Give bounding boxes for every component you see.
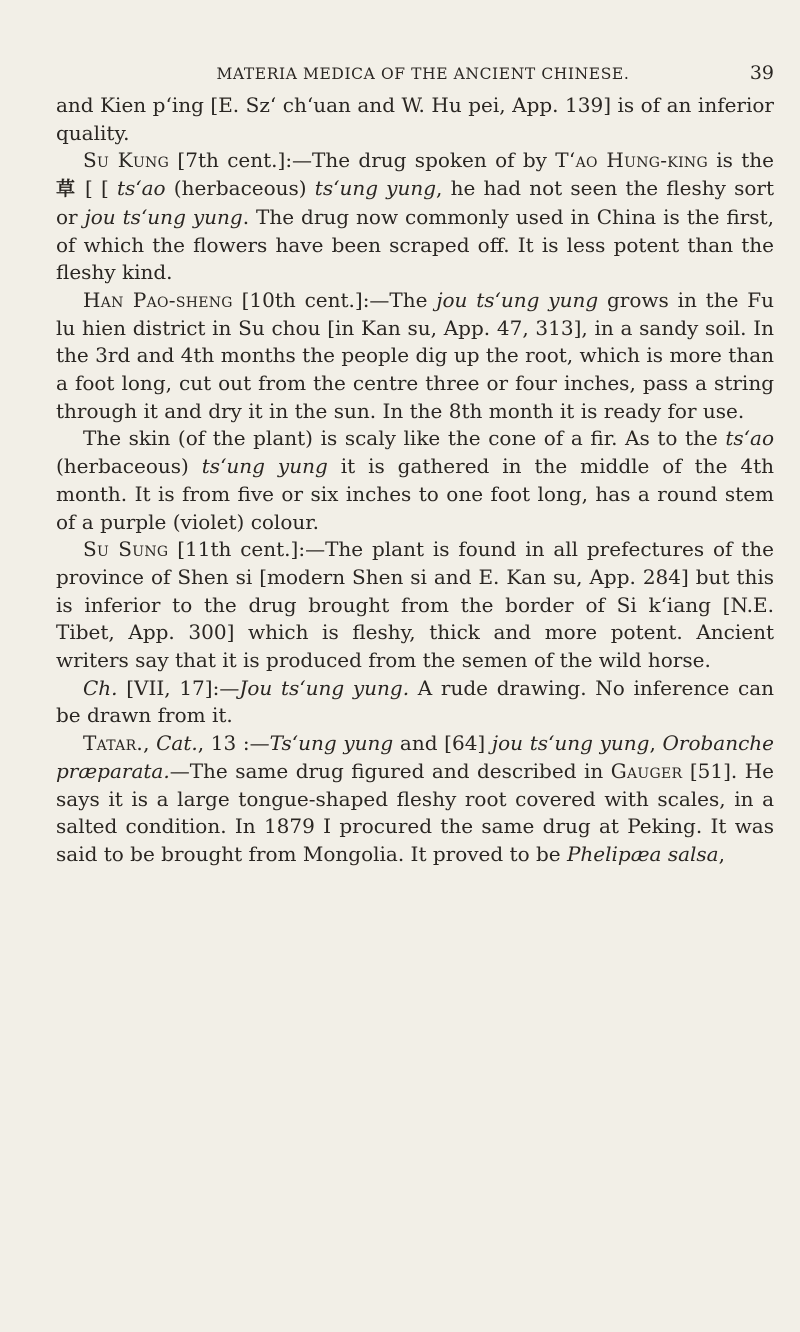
author-name: Tatar.	[83, 731, 144, 756]
author-name: Gauger	[610, 758, 683, 783]
chinese-character: 草	[56, 178, 77, 201]
page-header	[56, 62, 774, 84]
paragraph-su-kung: Su Kung [7th cent.]:—The drug spoken of by T‘ao Hung-king is the 草 [ [ ts‘ao (herbaceous) ts‘ung yung, he had not seen the fleshy sort or jou ts‘ung yung. The drug now commonly used in China is the first, of which the flowers have been scraped off. It is less potent than the fleshy kind.	[56, 148, 775, 285]
paragraph-su-sung: Su Sung [11th cent.]:—The plant is found in all prefectures of the province of Shen si [modern Shen si and E. Kan su, App. 284] but this is inferior to the drug brought from the border of Si k‘iang [N.E. Tibet, App. 300] which is fleshy, thick and more potent. Ancient writers say that it is produced from the semen of the wild horse.	[56, 537, 774, 673]
paragraph-tatar: Tatar., Cat., 13 :—Ts‘ung yung and [64] jou ts‘ung yung, Orobanche præparata.—The same drug figured and described in Gauger [51]. He says it is a large tongue-shaped fleshy root covered with scales, in a salted condition. In 1879 I procured the same drug at Peking. It was said to be brought from Mongolia. It proved to be Phelipæa salsa,	[56, 731, 775, 866]
running-title: MATERIA MEDICA OF THE ANCIENT CHINESE.	[216, 65, 630, 83]
author-name: Su Kung	[83, 148, 170, 173]
author-name: Su Sung	[83, 537, 169, 562]
paragraph-1: and Kien p‘ing [E. Sz‘ ch‘uan and W. Hu pei, App. 139] is of an inferior quality.	[56, 93, 774, 145]
paragraph-ch: Ch. [VII, 17]:—Jou ts‘ung yung. A rude drawing. No inference can be drawn from it.	[56, 675, 775, 728]
paragraph-han-pao-sheng: Han Pao-sheng [10th cent.]:—The jou ts‘ung yung grows in the Fu lu hien district in Su chou [in Kan su, App. 47, 313], in a sandy soil. In the 3rd and 4th months the people dig up the root, which is more than a foot long, cut out from the centre three or four inches, pass a string through it and dry it in the sun. In the 8th month it is ready for use.	[56, 287, 774, 423]
paragraph-skin: The skin (of the plant) is scaly like the cone of a fir. As to the ts‘ao (herbaceous) ts‘ung yung it is gathered in the middle of the 4th month. It is from five or six inches to one foot long, has a round stem of a purple (violet) colour.	[56, 426, 774, 534]
author-name: T‘ao Hung-king	[555, 148, 708, 173]
body-text	[56, 92, 774, 869]
page-number: 39	[749, 62, 774, 84]
author-name: Han Pao-sheng	[83, 287, 233, 312]
